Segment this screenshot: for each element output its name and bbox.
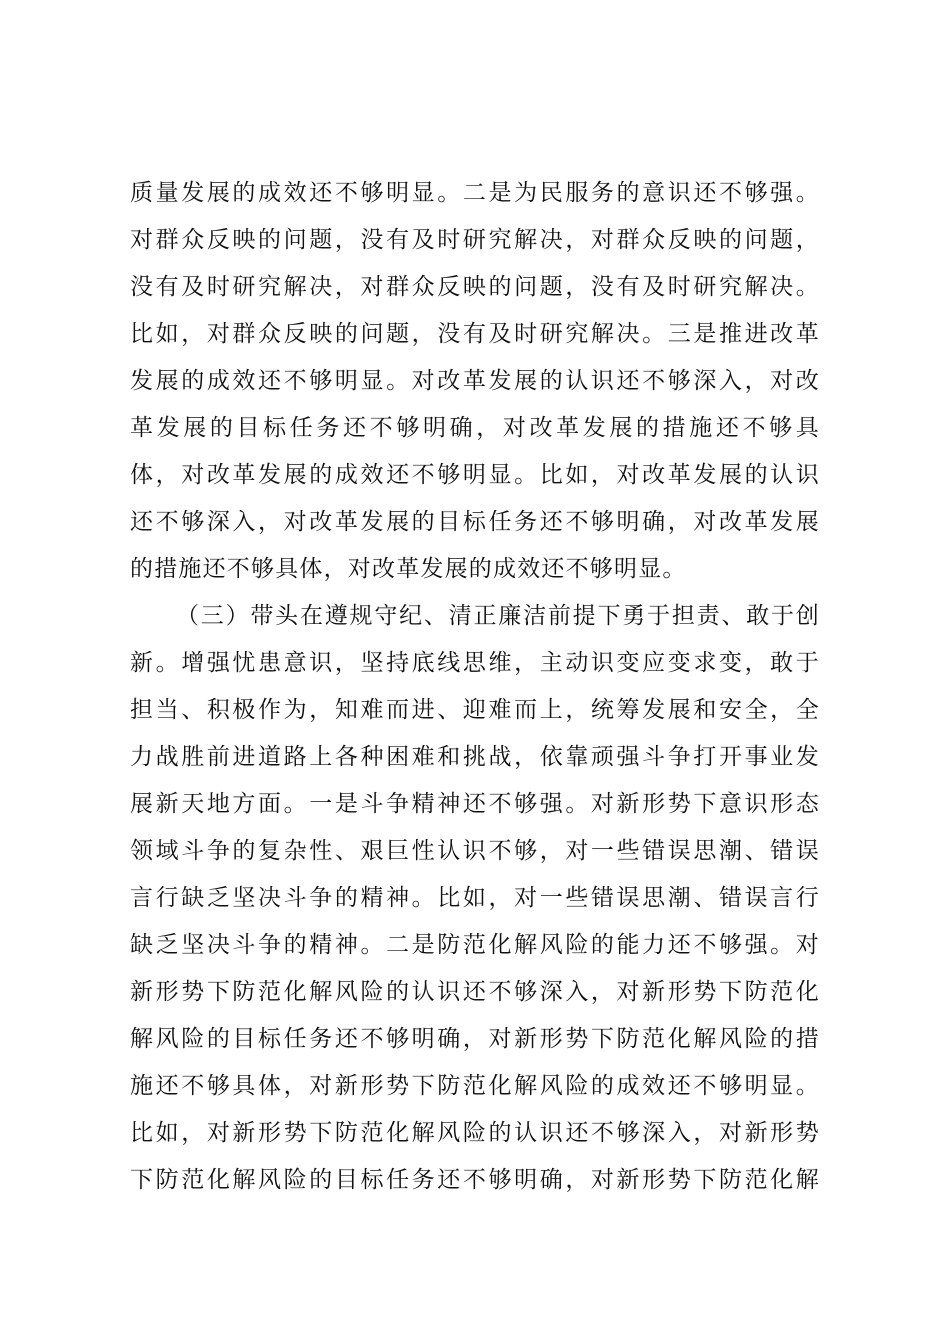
text-line: 质量发展的成效还不够明显。二是为民服务的意识还不够强。 (130, 180, 820, 206)
text-line: 缺乏坚决斗争的精神。二是防范化解风险的能力还不够强。对 (130, 932, 820, 958)
text-line: 比如，对新形势下防范化解风险的认识还不够深入，对新形势 (130, 1120, 820, 1146)
text-line: 领域斗争的复杂性、艰巨性认识不够，对一些错误思潮、错误 (130, 838, 820, 864)
text-line: 新形势下防范化解风险的认识还不够深入，对新形势下防范化 (130, 979, 820, 1005)
section-heading-line: （三）带头在遵规守纪、清正廉洁前提下勇于担责、敢于创 (176, 603, 820, 629)
text-line: 体，对改革发展的成效还不够明显。比如，对改革发展的认识 (130, 462, 820, 488)
text-line: 言行缺乏坚决斗争的精神。比如，对一些错误思潮、错误言行 (130, 885, 820, 911)
text-line: 对群众反映的问题，没有及时研究解决，对群众反映的问题， (130, 227, 820, 253)
text-line: 新。增强忧患意识，坚持底线思维，主动识变应变求变，敢于 (130, 650, 820, 676)
text-line: 的措施还不够具体，对改革发展的成效还不够明显。 (130, 556, 687, 582)
text-line: 解风险的目标任务还不够明确，对新形势下防范化解风险的措 (130, 1026, 820, 1052)
text-line: 展新天地方面。一是斗争精神还不够强。对新形势下意识形态 (130, 791, 820, 817)
text-line: 施还不够具体，对新形势下防范化解风险的成效还不够明显。 (130, 1073, 820, 1099)
text-line: 还不够深入，对改革发展的目标任务还不够明确，对改革发展 (130, 509, 820, 535)
text-line: 革发展的目标任务还不够明确，对改革发展的措施还不够具 (130, 415, 820, 441)
text-line: 比如，对群众反映的问题，没有及时研究解决。三是推进改革 (130, 321, 820, 347)
text-line: 力战胜前进道路上各种困难和挑战，依靠顽强斗争打开事业发 (130, 744, 820, 770)
text-line: 担当、积极作为，知难而进、迎难而上，统筹发展和安全，全 (130, 697, 820, 723)
text-line: 发展的成效还不够明显。对改革发展的认识还不够深入，对改 (130, 368, 820, 394)
text-line: 没有及时研究解决，对群众反映的问题，没有及时研究解决。 (130, 274, 820, 300)
text-line: 下防范化解风险的目标任务还不够明确，对新形势下防范化解 (130, 1167, 820, 1193)
